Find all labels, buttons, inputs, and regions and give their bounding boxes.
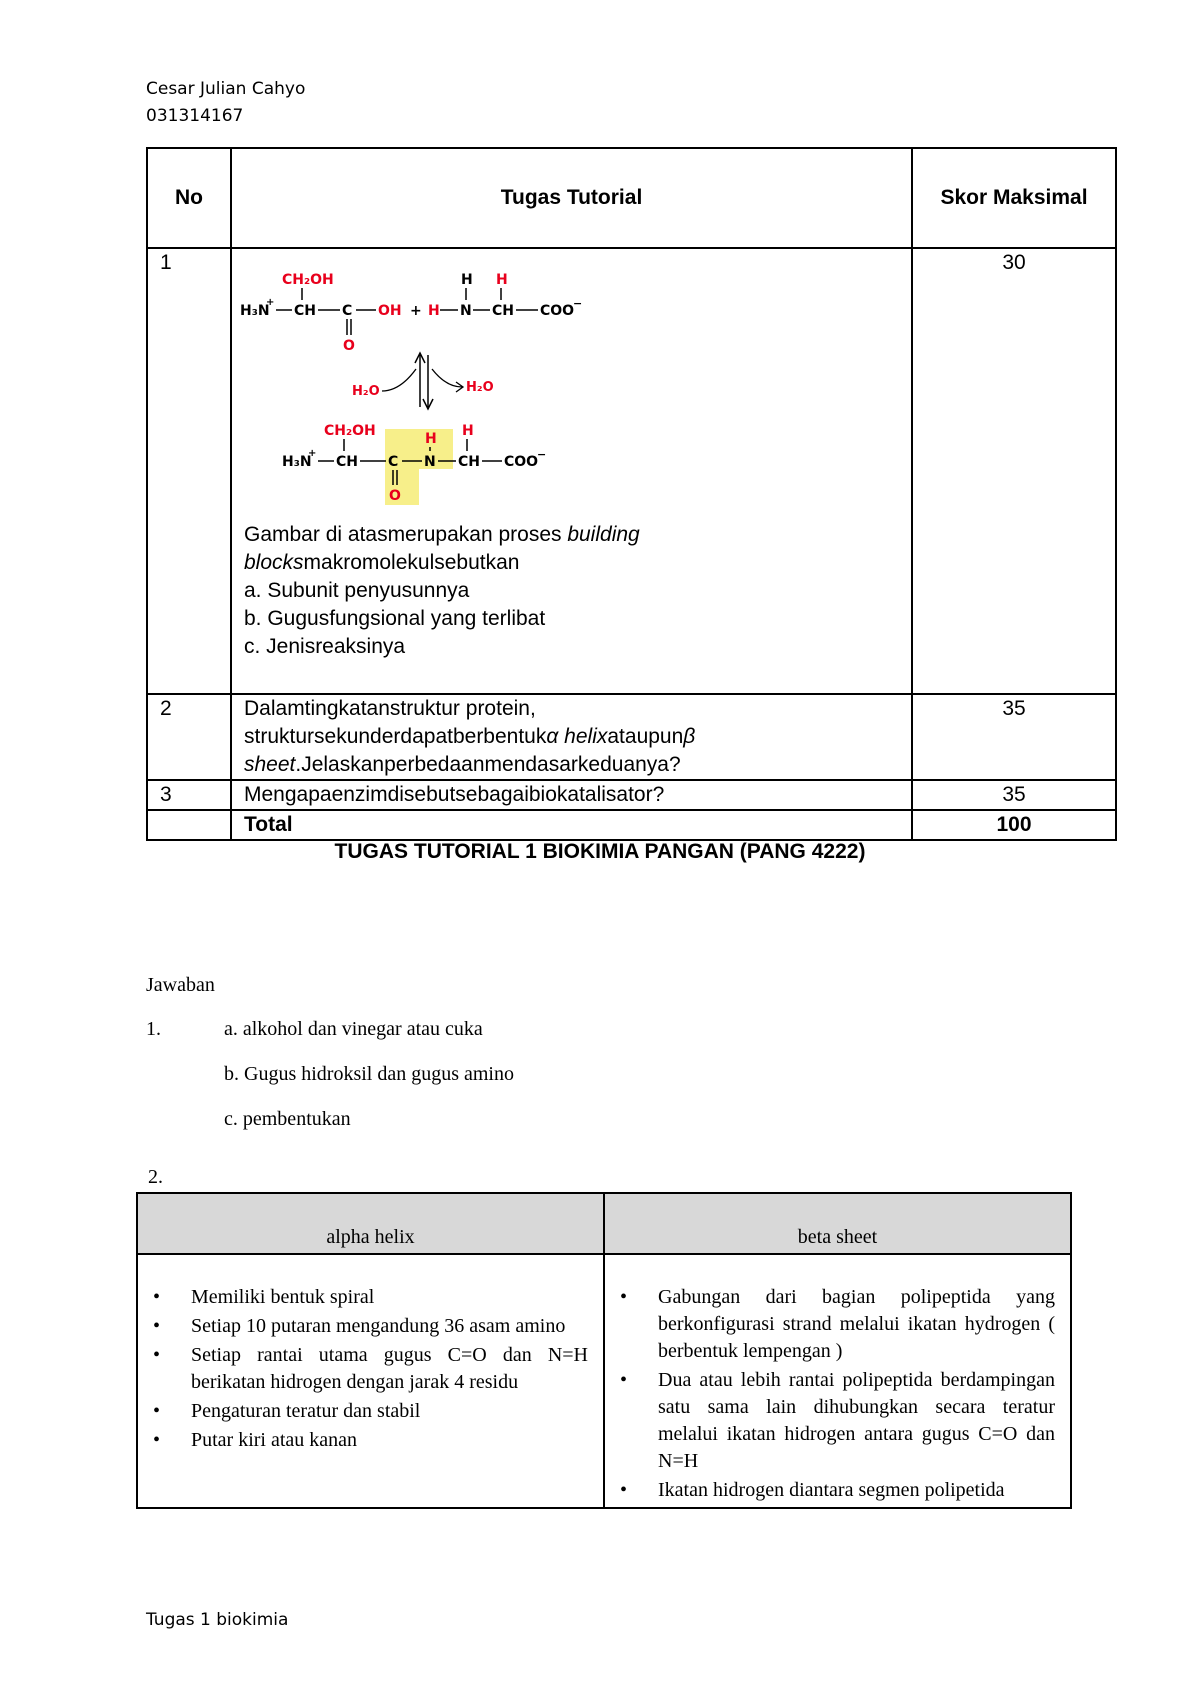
list-item: • Pengaturan teratur dan stabil [153,1398,588,1425]
task-row-1 [147,248,1116,694]
beta-sheet-header: beta sheet [604,1193,1071,1254]
page-header [146,76,305,130]
alpha-helix-cell [137,1254,604,1508]
bullet-icon: • [153,1400,161,1422]
answer-1b: b. Gugus hidroksil dan gugus amino [224,1063,514,1085]
document-title: TUGAS TUTORIAL 1 BIOKIMIA PANGAN (PANG 4222) [334,840,866,863]
rx-h-r2: H [462,423,474,439]
answer-1-number: 1. [146,1018,161,1040]
task-total-row [147,810,1116,840]
bullet-icon: • [620,1479,628,1501]
rx-ch-1: CH [294,303,316,319]
q2-line2a: struktursekunderdapatberbentuk [244,725,547,748]
rx-ch2oh-2: CH₂OH [324,423,376,439]
task-score: 35 [912,694,1116,780]
bullet-icon: • [153,1344,161,1366]
task-1-question [232,521,911,693]
rx-ch-3: CH [336,454,358,470]
q1-building: building [567,523,640,546]
rx-o-1: O [343,338,355,354]
q1-b: b. Gugusfungsional yang terlibat [244,607,546,630]
task-table-header [147,148,1116,248]
rx-ch2oh-1: CH₂OH [282,272,334,288]
total-label: Total [231,810,912,840]
total-score: 100 [912,810,1116,840]
comparison-body [137,1254,1071,1508]
bullet-icon: • [153,1315,161,1337]
bullet-icon: • [153,1429,161,1451]
task-text: Mengapaenzimdisebutsebagaibiokatalisator? [231,780,912,810]
rx-minus-2: − [537,448,547,461]
comparison-table [136,1192,1072,1509]
student-name: Cesar Julian Cahyo [146,79,306,99]
task-score: 35 [912,780,1116,810]
q2-sheet: sheet [244,753,296,776]
rx-c-2: C [388,454,399,470]
rx-oh: OH [378,303,402,319]
rx-o-2: O [389,488,401,504]
bullet-icon: • [620,1369,628,1391]
rx-plus: + [410,303,422,319]
rx-h2o-in: H₂O [352,384,380,399]
student-id: 031314167 [146,106,244,126]
task-text [231,248,912,694]
alpha-helix-list [153,1284,588,1454]
rx-ch-2: CH [492,303,514,319]
task-no: 1 [147,248,231,694]
list-item: • Setiap 10 putaran mengandung 36 asam amino [153,1313,588,1340]
alpha-helix-header: alpha helix [137,1193,604,1254]
q1-a: a. Subunit penyusunnya [244,579,470,602]
task-row-2 [147,694,1116,780]
answer-1a: a. alkohol dan vinegar atau cuka [224,1018,483,1040]
list-item: • Memiliki bentuk spiral [153,1284,588,1311]
rx-charge-1: + [266,297,275,308]
q2-beta: β [683,725,696,748]
task-row-3 [147,780,1116,810]
answer-1c: c. pembentukan [224,1108,351,1130]
q1-line1: Gambar di atasmerupakan proses [244,523,568,546]
rx-n-1: N [460,303,472,319]
rx-h-r: H [496,272,508,288]
rx-h3n-2: H₃N [282,454,312,470]
answer-2-number: 2. [148,1166,163,1188]
q2-line2c: ataupun [607,725,684,748]
rx-coo-1: COO [540,303,575,319]
rx-h3n-1: H₃N [240,303,270,319]
beta-sheet-list [620,1284,1055,1504]
list-item: • Dua atau lebih rantai polipeptida berdampingan satu sama lain dihubungkan secara teratur melalui ikatan hidrogen antara gugus C=O dan N=H [620,1369,1055,1472]
task-no: 3 [147,780,231,810]
rx-coo-2: COO [504,454,539,470]
list-item: • Gabungan dari bagian polipeptida yang berkonfigurasi strand melalui ikatan hydrogen ( berbentuk lempengan ) [620,1286,1055,1362]
page-footer: Tugas 1 biokimia [146,1610,289,1630]
task-text [231,694,912,780]
peptide-reaction-diagram [240,263,583,513]
list-item: • Putar kiri atau kanan [153,1427,588,1454]
q1-blocks: blocks [244,551,304,574]
rx-h2o-out: H₂O [466,380,494,395]
rx-h-n: H [461,272,473,288]
rx-charge-2: + [308,448,317,459]
rx-h-n2: H [425,431,437,447]
q1-c: c. Jenisreaksinya [244,635,406,658]
rx-minus-1: − [573,297,583,310]
bullet-icon: • [620,1286,628,1308]
comparison-header [137,1193,1071,1254]
task-table [146,147,1117,841]
col-no-header: No [147,148,231,248]
q2-line1: Dalamtingkatanstruktur protein, [244,697,536,720]
task-no: 2 [147,694,231,780]
q2-alpha: α helix [546,725,608,748]
beta-sheet-cell [604,1254,1071,1508]
rx-ch-4: CH [458,454,480,470]
total-empty [147,810,231,840]
list-item: • Ikatan hidrogen diantara segmen polipetida [620,1477,1055,1504]
rx-h-left: H [428,303,440,319]
answers-label: Jawaban [146,974,215,996]
task-score: 30 [912,248,1116,694]
rx-n-2: N [424,454,436,470]
col-task-header: Tugas Tutorial [231,148,912,248]
bullet-icon: • [153,1286,161,1308]
q2-line3: .Jelaskanperbedaanmendasarkeduanya? [295,753,681,776]
rx-c-1: C [342,303,353,319]
col-score-header: Skor Maksimal [912,148,1116,248]
list-item: • Setiap rantai utama gugus C=O dan N=H berikatan hidrogen dengan jarak 4 residu [153,1344,588,1393]
q1-line2: makromolekulsebutkan [303,551,520,574]
